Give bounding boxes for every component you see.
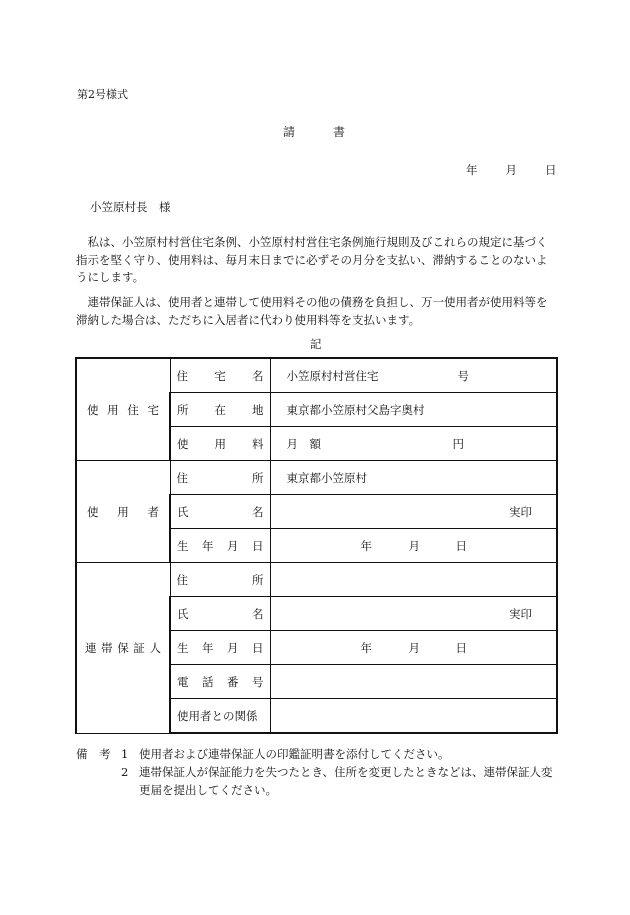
residence-location-field[interactable] bbox=[270, 393, 557, 427]
rent-field[interactable] bbox=[270, 427, 557, 461]
label-char: 番 bbox=[227, 674, 239, 689]
label-char: 年 bbox=[202, 538, 214, 553]
guarantor-name-field[interactable] bbox=[270, 597, 557, 631]
remarks-spacer bbox=[76, 763, 121, 799]
group-char: 住 bbox=[127, 402, 139, 417]
label-cell bbox=[170, 461, 270, 495]
label-char: 名 bbox=[252, 504, 264, 519]
date-year-label: 年 bbox=[360, 641, 372, 655]
label-cell bbox=[170, 427, 270, 461]
label-cell bbox=[170, 358, 270, 393]
label-char: 所 bbox=[252, 572, 264, 587]
group-guarantor bbox=[76, 563, 170, 734]
group-residence bbox=[76, 358, 170, 461]
remark-text: 連帯保証人が保証能力を失つたとき、住所を変更したときなどは、連帯保証人変更届を提出してください。 bbox=[139, 765, 553, 797]
user-birthdate-field[interactable] bbox=[270, 529, 557, 563]
date-month-label: 月 bbox=[408, 641, 420, 655]
label-char: 電 bbox=[177, 674, 189, 689]
label-char: 所 bbox=[252, 470, 264, 485]
table-row bbox=[76, 461, 557, 495]
label-char: 所 bbox=[177, 402, 189, 417]
label-char: 号 bbox=[252, 674, 264, 689]
addressee: 小笠原村長 様 bbox=[90, 200, 171, 214]
pledge-paragraph: 私は、小笠原村村営住宅条例、小笠原村村営住宅条例施行規則及びこれらの規定に基づく指示を堅く守り、使用料は、毎月末日までに必ずその月分を支払い、滞納することのないようにします。 bbox=[76, 235, 548, 284]
date-line bbox=[466, 162, 557, 178]
label-char: 用 bbox=[214, 436, 226, 451]
guarantor-address-field[interactable] bbox=[270, 563, 557, 597]
remark-item bbox=[76, 745, 556, 763]
form-number: 第2号様式 bbox=[77, 88, 128, 101]
date-year-label: 年 bbox=[466, 163, 478, 177]
label-char: 話 bbox=[202, 674, 214, 689]
remark-item bbox=[76, 763, 556, 799]
user-address-field[interactable] bbox=[270, 461, 557, 495]
label-char: 住 bbox=[176, 572, 188, 587]
label-char: 月 bbox=[227, 640, 239, 655]
group-char: 使 bbox=[87, 504, 99, 519]
group-char: 使 bbox=[87, 402, 99, 417]
label-cell bbox=[170, 631, 270, 665]
remarks bbox=[76, 745, 556, 799]
guarantor-paragraph: 連帯保証人は、使用者と連帯して使用料その他の債務を負担し、万一使用者が使用料等を滞納した場合は、ただちに入居者に代わり使用料等を支払います。 bbox=[76, 295, 548, 327]
residence-name-field[interactable] bbox=[270, 358, 557, 393]
remarks-heading: 備 考 bbox=[76, 747, 111, 761]
guarantor-birthdate-field[interactable] bbox=[270, 631, 557, 665]
label-cell bbox=[170, 699, 270, 734]
label-char: 名 bbox=[252, 368, 264, 383]
group-char: 保 bbox=[117, 640, 129, 655]
value-suffix: 円 bbox=[452, 436, 464, 451]
guarantor-relationship-field[interactable] bbox=[270, 699, 557, 734]
group-char: 人 bbox=[149, 640, 161, 655]
label-char: 使用者との関係 bbox=[177, 708, 258, 723]
label-cell bbox=[170, 495, 270, 529]
group-char: 連 bbox=[85, 640, 97, 655]
table-row bbox=[76, 563, 557, 597]
label-cell bbox=[170, 597, 270, 631]
group-char: 者 bbox=[147, 504, 159, 519]
guarantor-phone-field[interactable] bbox=[270, 665, 557, 699]
label-char: 宅 bbox=[214, 368, 226, 383]
label-char: 年 bbox=[202, 640, 214, 655]
pledge-table bbox=[75, 357, 558, 734]
group-user bbox=[76, 461, 170, 563]
label-char: 月 bbox=[227, 538, 239, 553]
remark-text: 使用者および連帯保証人の印鑑証明書を添付してください。 bbox=[139, 747, 450, 761]
value-text: 月 額 bbox=[286, 436, 321, 451]
document-title bbox=[283, 123, 345, 140]
label-char: 料 bbox=[252, 436, 264, 451]
group-char: 証 bbox=[133, 640, 145, 655]
value-text: 東京都小笠原村父島字奥村 bbox=[286, 402, 425, 417]
user-name-field[interactable] bbox=[270, 495, 557, 529]
label-char: 日 bbox=[252, 640, 264, 655]
seal-label: 実印 bbox=[509, 607, 532, 621]
label-char: 名 bbox=[252, 606, 264, 621]
label-char: 在 bbox=[214, 402, 226, 417]
date-month-label: 月 bbox=[408, 539, 420, 553]
table-row bbox=[76, 358, 557, 393]
label-char: 生 bbox=[177, 538, 189, 553]
label-char: 氏 bbox=[177, 504, 189, 519]
value-text: 東京都小笠原村 bbox=[286, 470, 367, 485]
group-char: 用 bbox=[107, 402, 119, 417]
value-suffix: 号 bbox=[457, 368, 469, 383]
title-char: 請 bbox=[283, 125, 296, 139]
group-char: 帯 bbox=[101, 640, 113, 655]
date-month-label: 月 bbox=[505, 163, 517, 177]
label-cell bbox=[170, 529, 270, 563]
label-char: 住 bbox=[176, 368, 188, 383]
label-char: 住 bbox=[176, 470, 188, 485]
label-cell bbox=[170, 563, 270, 597]
remark-number: 2 bbox=[121, 765, 129, 779]
label-char: 使 bbox=[177, 436, 189, 451]
label-char: 生 bbox=[177, 640, 189, 655]
ki-heading: 記 bbox=[310, 337, 322, 351]
date-day-label: 日 bbox=[455, 539, 467, 553]
label-cell bbox=[170, 665, 270, 699]
group-char: 宅 bbox=[147, 402, 159, 417]
group-char: 用 bbox=[117, 504, 129, 519]
label-char: 地 bbox=[252, 402, 264, 417]
seal-label: 実印 bbox=[509, 505, 532, 519]
remark-number: 1 bbox=[121, 747, 129, 761]
label-char: 日 bbox=[252, 538, 264, 553]
title-char: 書 bbox=[333, 125, 346, 139]
date-day-label: 日 bbox=[545, 163, 557, 177]
label-char: 氏 bbox=[177, 606, 189, 621]
date-year-label: 年 bbox=[360, 539, 372, 553]
date-day-label: 日 bbox=[455, 641, 467, 655]
label-cell bbox=[170, 393, 270, 427]
value-text: 小笠原村村営住宅 bbox=[286, 368, 379, 383]
